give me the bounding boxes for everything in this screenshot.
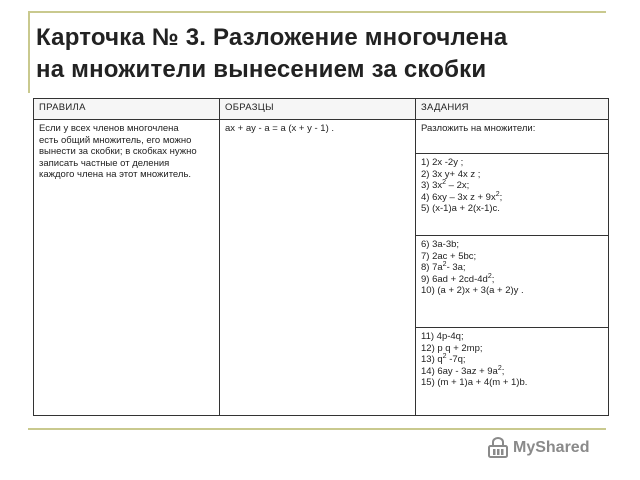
- page-title: [36, 22, 616, 86]
- task-text: ;: [499, 191, 503, 203]
- task-text: 10) (a + 2)x + 3(a + 2)y .: [421, 285, 524, 296]
- task-text: - 3a;: [446, 262, 466, 273]
- task-item: [421, 354, 603, 366]
- task-text: 1) 2x -2y ;: [421, 157, 464, 168]
- task-item: [421, 203, 603, 215]
- rule-line: каждого члена на этот множитель.: [39, 169, 192, 180]
- header-rules: ПРАВИЛА: [34, 99, 220, 120]
- task-prompt-cell: [416, 120, 609, 154]
- exponent: 2: [442, 178, 447, 186]
- task-text: ;: [501, 365, 505, 377]
- task-text: 13) q: [421, 354, 443, 365]
- task-item: [421, 343, 603, 355]
- header-tasks: ЗАДАНИЯ: [416, 99, 609, 120]
- watermark-text: MyShared: [513, 439, 590, 456]
- task-text: -7q;: [446, 354, 466, 365]
- decor-rule-bottom: [28, 428, 606, 430]
- rule-line: вынести за скобки; в скобках нужно: [39, 146, 197, 157]
- exponent: 2: [495, 190, 500, 198]
- task-text: 11) 4p-4q;: [421, 331, 464, 342]
- task-text: 2) 3x y+ 4x z ;: [421, 168, 481, 180]
- task-item: [421, 262, 603, 274]
- task-item: [421, 285, 603, 297]
- example-cell: [220, 120, 416, 416]
- task-text: ;: [491, 273, 495, 285]
- task-text: 3) 3x: [421, 180, 443, 191]
- exponent: 2: [442, 260, 447, 268]
- example-formula: ax + ay - a = a (x + y - 1) .: [225, 123, 335, 134]
- myshared-logo-icon: [487, 437, 509, 459]
- task-group-1: [416, 154, 609, 236]
- title-line-2: на множители вынесением за скобки: [36, 56, 487, 83]
- title-line-1: Карточка № 3. Разложение многочлена: [36, 24, 508, 51]
- watermark: [487, 437, 589, 459]
- task-item: [421, 251, 603, 263]
- task-group-3: [416, 328, 609, 416]
- task-group-2: [416, 236, 609, 328]
- task-text: 14) 6ay - 3az + 9a: [421, 365, 498, 377]
- task-item: [421, 366, 603, 378]
- header-examples: ОБРАЗЦЫ: [220, 99, 416, 120]
- rule-cell: [34, 120, 220, 416]
- decor-rule-top: [28, 11, 606, 13]
- task-text: – 2x;: [446, 180, 470, 191]
- exponent: 2: [497, 364, 502, 372]
- task-item: [421, 157, 603, 169]
- task-item: [421, 331, 603, 343]
- exponent: 2: [442, 352, 447, 360]
- decor-rule-left: [28, 11, 30, 93]
- task-item: [421, 192, 603, 204]
- task-item: [421, 377, 603, 389]
- exponent: 2: [487, 272, 492, 280]
- task-text: 9) 6ad + 2cd-4d: [421, 273, 488, 285]
- task-item: [421, 169, 603, 181]
- table-header-row: [34, 99, 609, 120]
- task-item: [421, 274, 603, 286]
- rule-line: есть общий множитель, его можно: [39, 134, 192, 146]
- rule-line: записать частные от деления: [39, 157, 170, 169]
- task-item: [421, 180, 603, 192]
- task-text: 15) (m + 1)a + 4(m + 1)b.: [421, 377, 528, 388]
- task-text: 8) 7a: [421, 262, 443, 273]
- task-item: [421, 239, 603, 251]
- task-text: 4) 6xy – 3x z + 9x: [421, 191, 496, 203]
- task-text: 5) (x-1)a + 2(x-1)c.: [421, 203, 500, 214]
- card-table: [33, 98, 609, 416]
- rule-line: Если у всех членов многочлена: [39, 123, 179, 134]
- task-text: 7) 2ac + 5bc;: [421, 250, 477, 262]
- task-text: 6) 3a-3b;: [421, 239, 460, 250]
- table-row: [34, 120, 609, 154]
- task-prompt: Разложить на множители:: [421, 123, 536, 134]
- task-text: 12) p q + 2mp;: [421, 342, 483, 354]
